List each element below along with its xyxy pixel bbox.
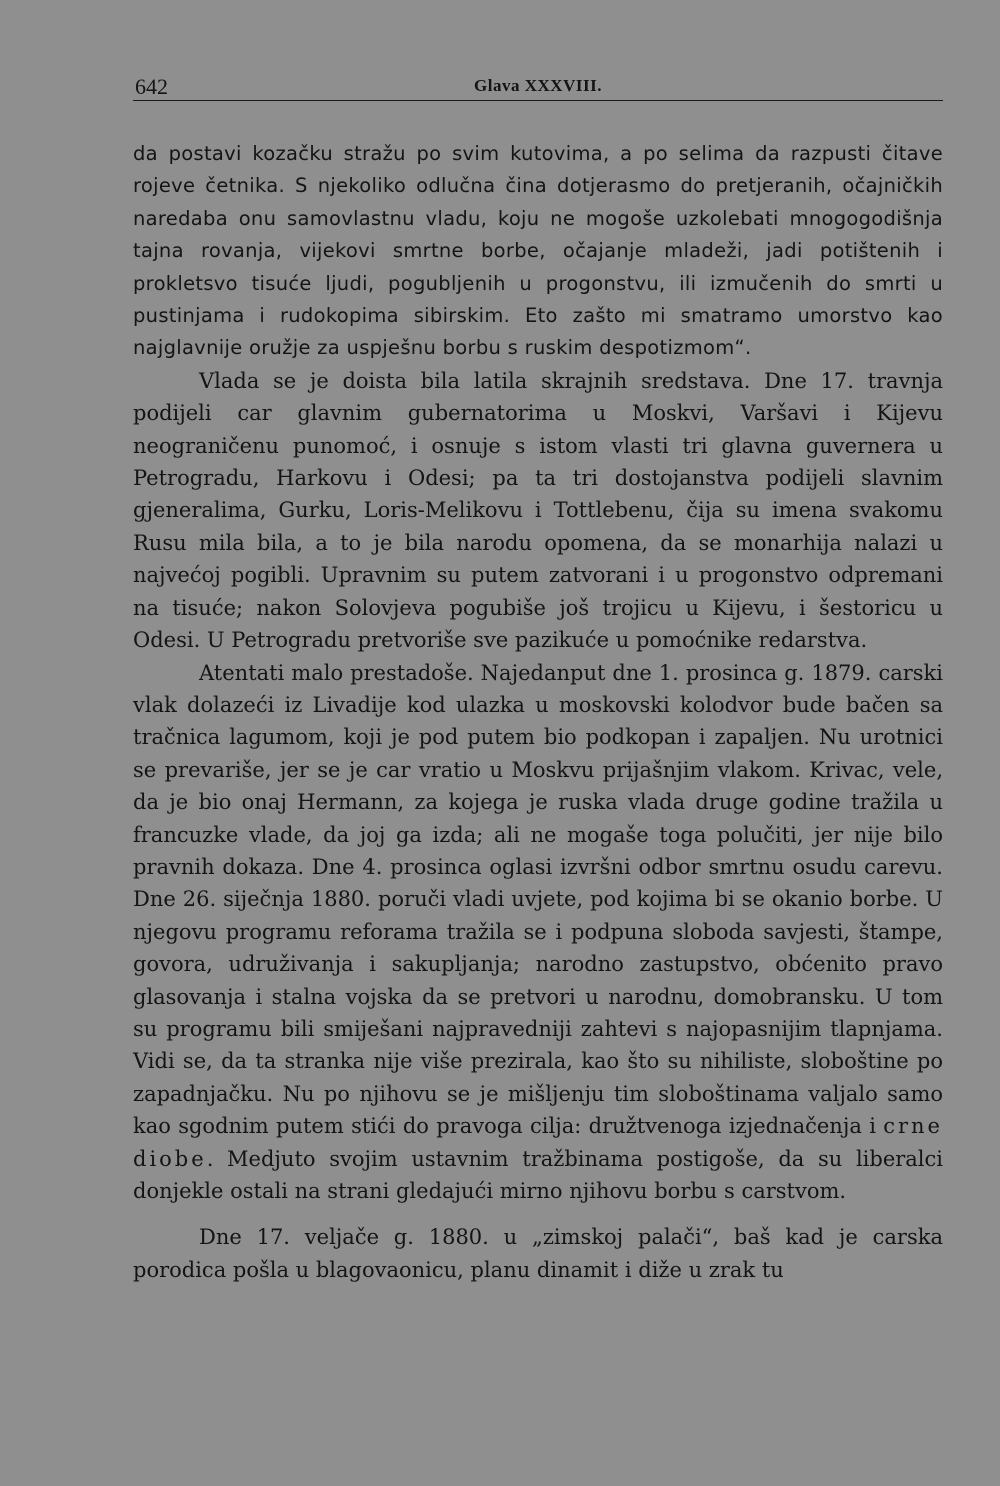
running-head: Glava XXXVIII. (474, 76, 602, 95)
paragraph-text: Atentati malo prestadoše. Najedanput dne 1. prosinca g. 1879. carski vlak dolazeći iz Livadije kod ulazka u moskovski kolodvor bude bačen sa tračnica lagumom, koji je pod putem bio podkopan i zapaljen. Nu urotnici se prevariše, jer se je car vratio u Moskvu prijašnjim vlakom. Krivac, vele, da je bio onaj Hermann, za kojega je ruska vlada druge godine tražila u francuzke vlade, da joj ga izda; ali ne mogaše toga polučiti, jer nije bilo pravnih dokaza. Dne 4. prosinca oglasi izvršni odbor smrtnu osudu carevu. Dne 26. siječnja 1880. poruči vladi uvjete, pod kojima bi se okanio borbe. U njegovu programu reforama tražila se i podpuna sloboda savjesti, štampe, govora, udruživanja i sakupljanja; narodno zastupstvo, obćenito pravo glasovanja i stalna vojska da se pretvori u narodnu, domobransku. U tom su programu bili smiješani najpravedniji zahtevi s najopasnijim tlapnjama. Vidi se, da ta stranka nije više prezirala, kao što su nihiliste, sloboštine po zapadnjačku. Nu po njihovu se je mišljenju tim sloboštinama valjalo samo kao sgodnim putem stići do pravoga cilja: družtvenoga izjednačenja i (133, 660, 943, 1139)
page-body (133, 138, 943, 1286)
paragraph: da postavi kozačku stražu po svim kutovima, a po selima da razpusti čitave rojeve četnika. S njekoliko odlučna čina dotjerasmo do pretjeranih, očajničkih naredaba onu samovlastnu vladu, koju ne mogoše uzkolebati mnogogodišnja tajna rovanja, vijekovi smrtne borbe, očajanje mladeži, jadi potištenih i prokletsvo tisuće ljudi, pogubljenih u progonstvu, ili izmučenih do smrti u pustinjama i rudokopima sibirskim. Eto zašto mi smatramo umorstvo kao najglavnije oružje za uspješnu borbu s ruskim despotizmom“. (133, 142, 943, 360)
page-header (133, 70, 943, 101)
page-number: 642 (135, 74, 168, 99)
paragraph-text: . Medjuto svojim ustavnim tražbinama postigoše, da su liberalci donjekle ostali na strani gledajući mirno njihovu borbu s carstvom. (133, 1146, 943, 1203)
book-page (133, 70, 943, 1286)
paragraph: Vlada se je doista bila latila skrajnih sredstava. Dne 17. travnja podijeli car glavnim gubernatorima u Moskvi, Varšavi i Kijevu neograničenu punomoć, i osnuje s istom vlasti tri glavna guvernera u Petrogradu, Harkovu i Odesi; pa ta tri dostojanstva podijeli slavnim gjeneralima, Gurku, Loris-Melikovu i Tottlebenu, čija su imena svakomu Rusu mila bila, a to je bila narodu opomena, da se monarhija nalazi u najvećoj pogibli. Upravnim su putem zatvorani i u progonstvo odpremani na tisuće; nakon Solovjeva pogubiše još trojicu u Kijevu, i šestoricu u Odesi. U Petrogradu pretvoriše sve pazikuće u pomoćnike redarstva. (133, 368, 943, 653)
paragraph (133, 657, 943, 1208)
paragraph: Dne 17. veljače g. 1880. u „zimskoj palači“, baš kad je carska porodica pošla u blagovaonicu, planu dinamit i diže u zrak tu (133, 1225, 943, 1282)
spaced-emphasis: crne diobe (133, 1114, 943, 1171)
